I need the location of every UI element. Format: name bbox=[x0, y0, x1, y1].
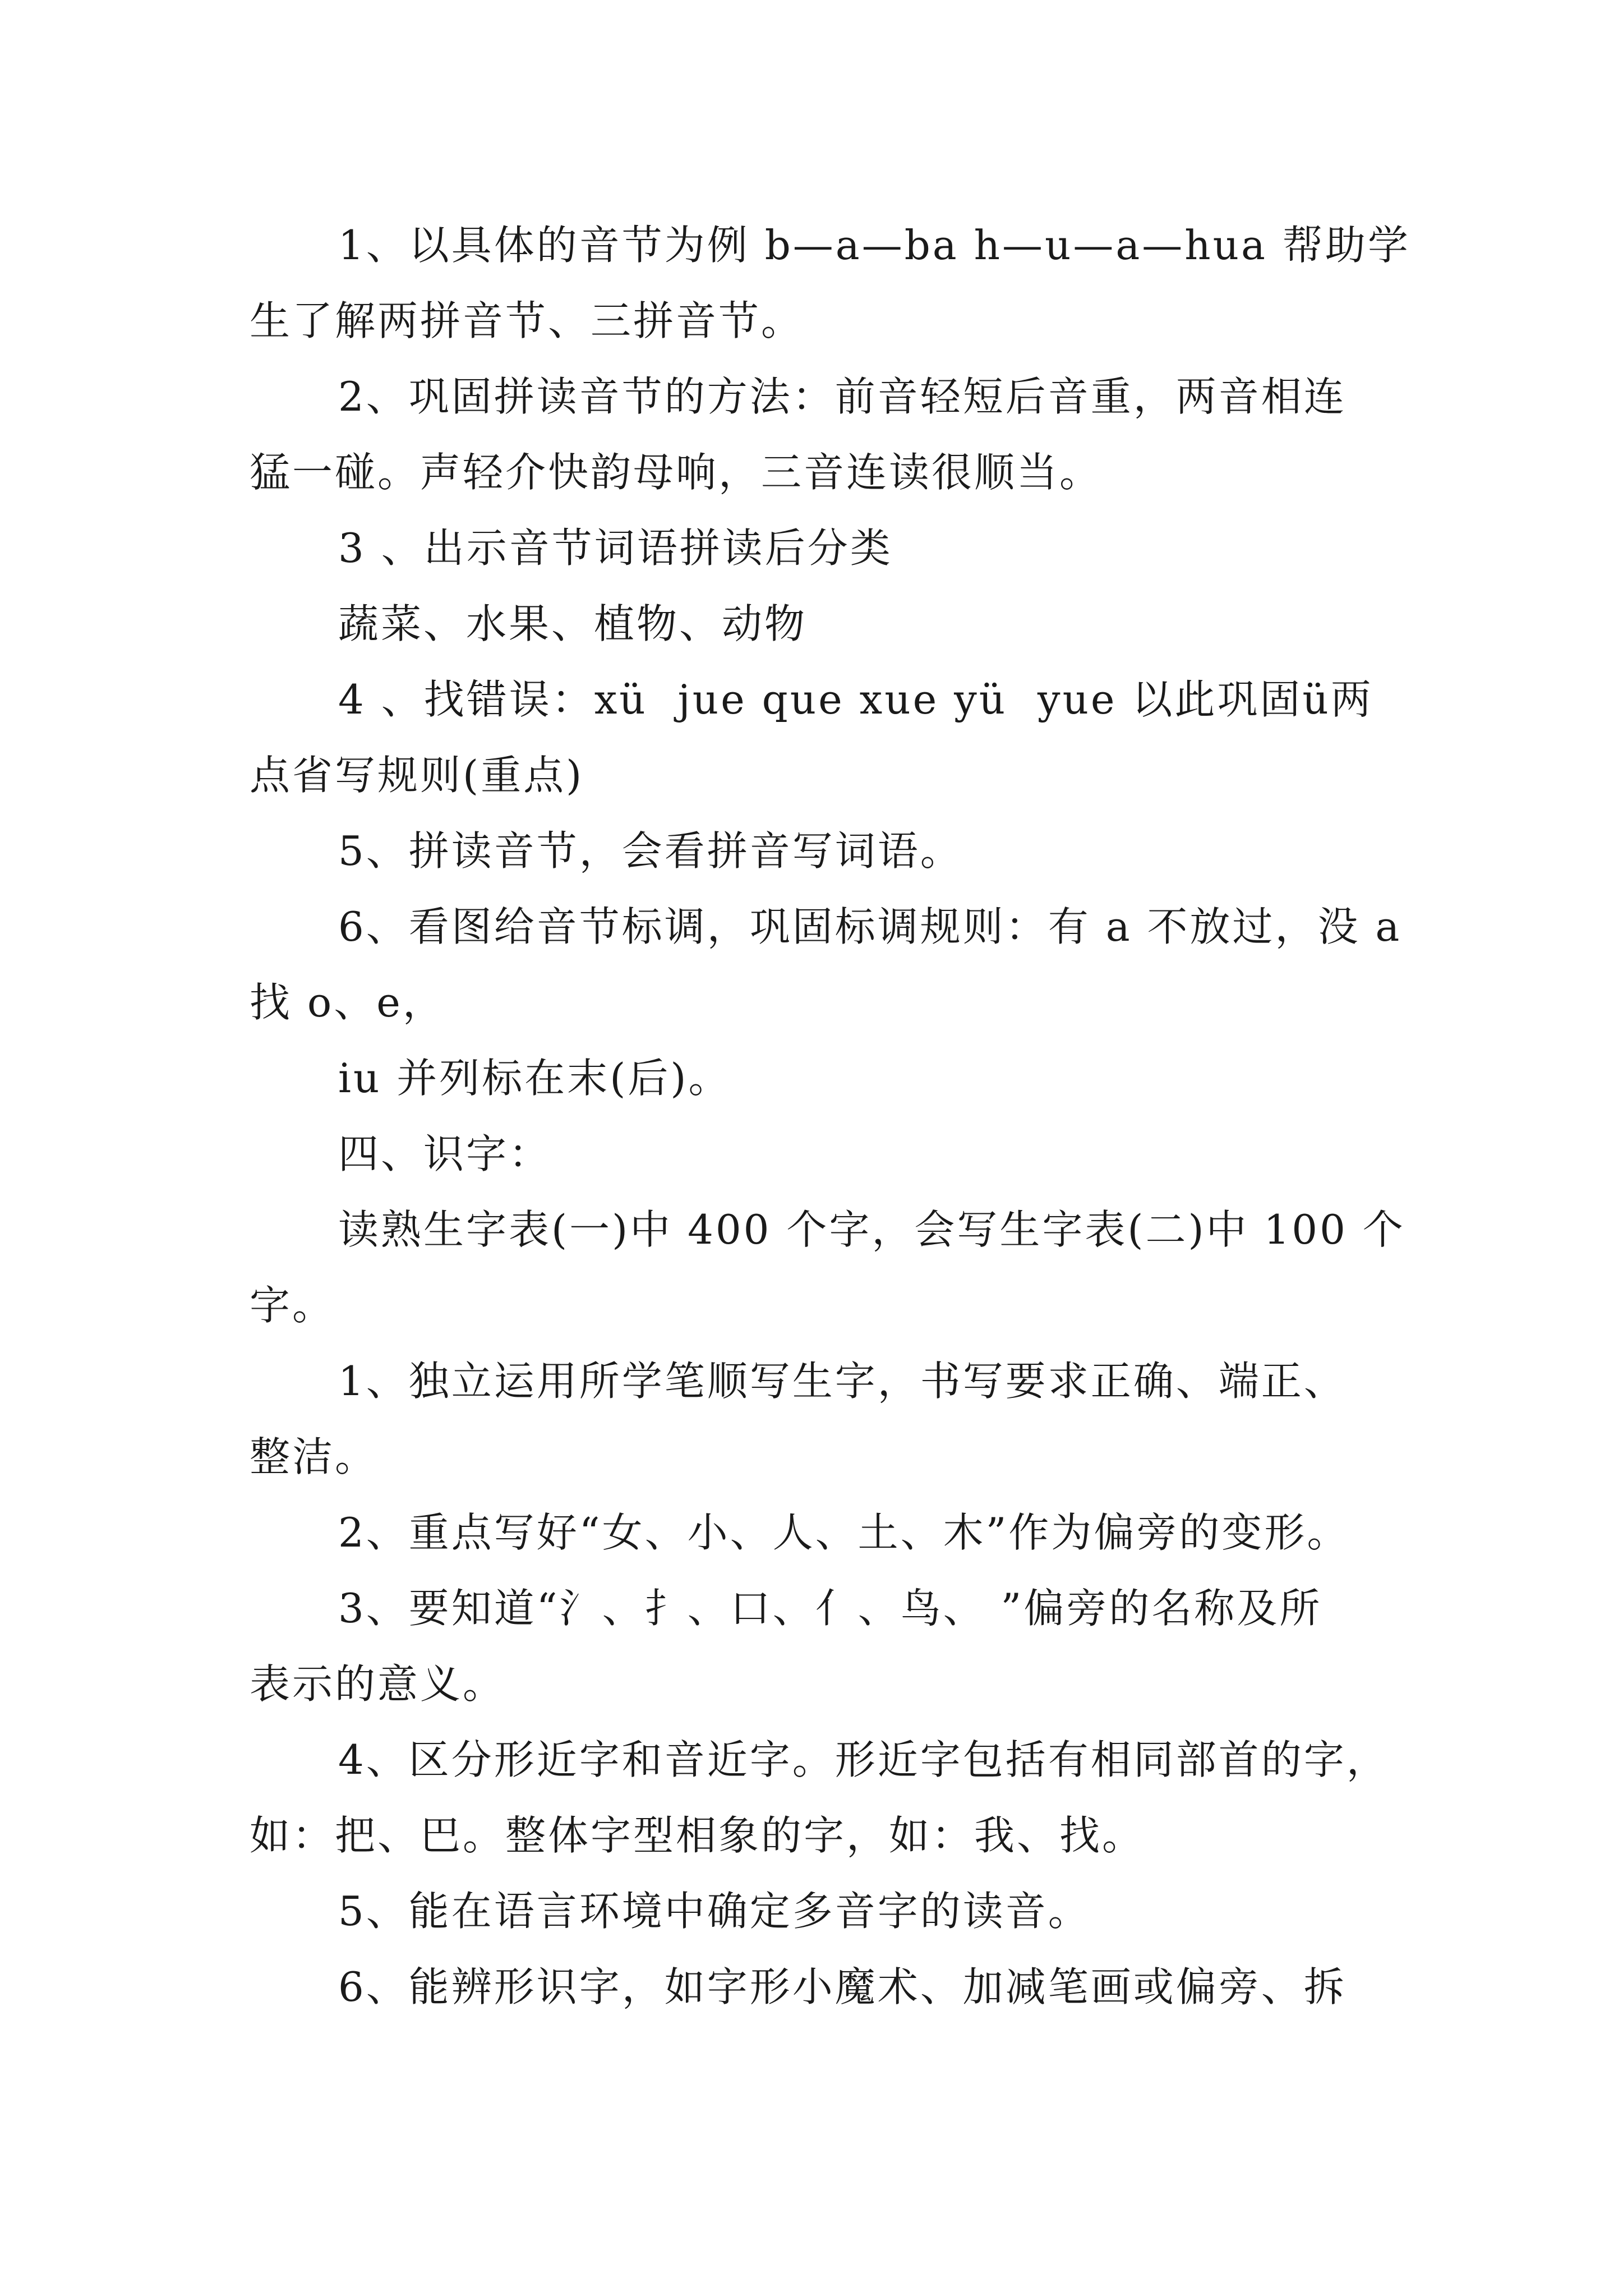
paragraph-line: 整洁。 bbox=[250, 1433, 378, 1480]
paragraph-line: 字。 bbox=[250, 1282, 335, 1329]
paragraph-line: 读熟生字表(一)中 400 个字，会写生字表(二)中 100 个 bbox=[338, 1206, 1405, 1253]
paragraph-line: iu 并列标在末(后)。 bbox=[338, 1055, 731, 1102]
paragraph-line: 5、能在语言环境中确定多音字的读音。 bbox=[338, 1888, 1091, 1935]
paragraph-line: 5、拼读音节，会看拼音写词语。 bbox=[338, 827, 963, 875]
paragraph-line: 找 o、e， bbox=[250, 979, 445, 1026]
paragraph-line: 3、要知道“氵、扌、口、亻、鸟、 ”偏旁的名称及所 bbox=[338, 1585, 1322, 1632]
paragraph-line: 如：把、巴。整体字型相象的字，如：我、找。 bbox=[250, 1812, 1145, 1859]
paragraph-line: 2、重点写好“女、小、人、土、木”作为偏旁的变形。 bbox=[338, 1509, 1350, 1556]
paragraph-line: 猛一碰。声轻介快韵母响，三音连读很顺当。 bbox=[250, 449, 1103, 496]
paragraph-line: 蔬菜、水果、植物、动物 bbox=[338, 600, 808, 647]
paragraph-line: 1、以具体的音节为例 b—a—ba h—u—a—hua 帮助学 bbox=[338, 222, 1410, 269]
paragraph-line: 3 、出示音节词语拼读后分类 bbox=[338, 524, 893, 572]
paragraph-line: 1、独立运用所学笔顺写生字，书写要求正确、端正、 bbox=[338, 1358, 1347, 1405]
paragraph-line: 表示的意义。 bbox=[250, 1660, 506, 1708]
paragraph-line: 2、巩固拼读音节的方法：前音轻短后音重，两音相连 bbox=[338, 373, 1347, 420]
paragraph-line: 4、区分形近字和音近字。形近字包括有相同部首的字， bbox=[338, 1736, 1389, 1783]
paragraph-line: 6、看图给音节标调，巩固标调规则：有 a 不放过，没 a bbox=[338, 903, 1402, 950]
paragraph-line: 生了解两拼音节、三拼音节。 bbox=[250, 297, 804, 344]
paragraph-line: 6、能辨形识字，如字形小魔术、加减笔画或偏旁、拆 bbox=[338, 1963, 1347, 2010]
section-heading: 四、识字： bbox=[338, 1130, 552, 1177]
paragraph-line: 点省写规则(重点) bbox=[250, 752, 584, 799]
paragraph-line: 4 、找错误：xü jue que xue yü yue 以此巩固ü两 bbox=[338, 676, 1373, 723]
